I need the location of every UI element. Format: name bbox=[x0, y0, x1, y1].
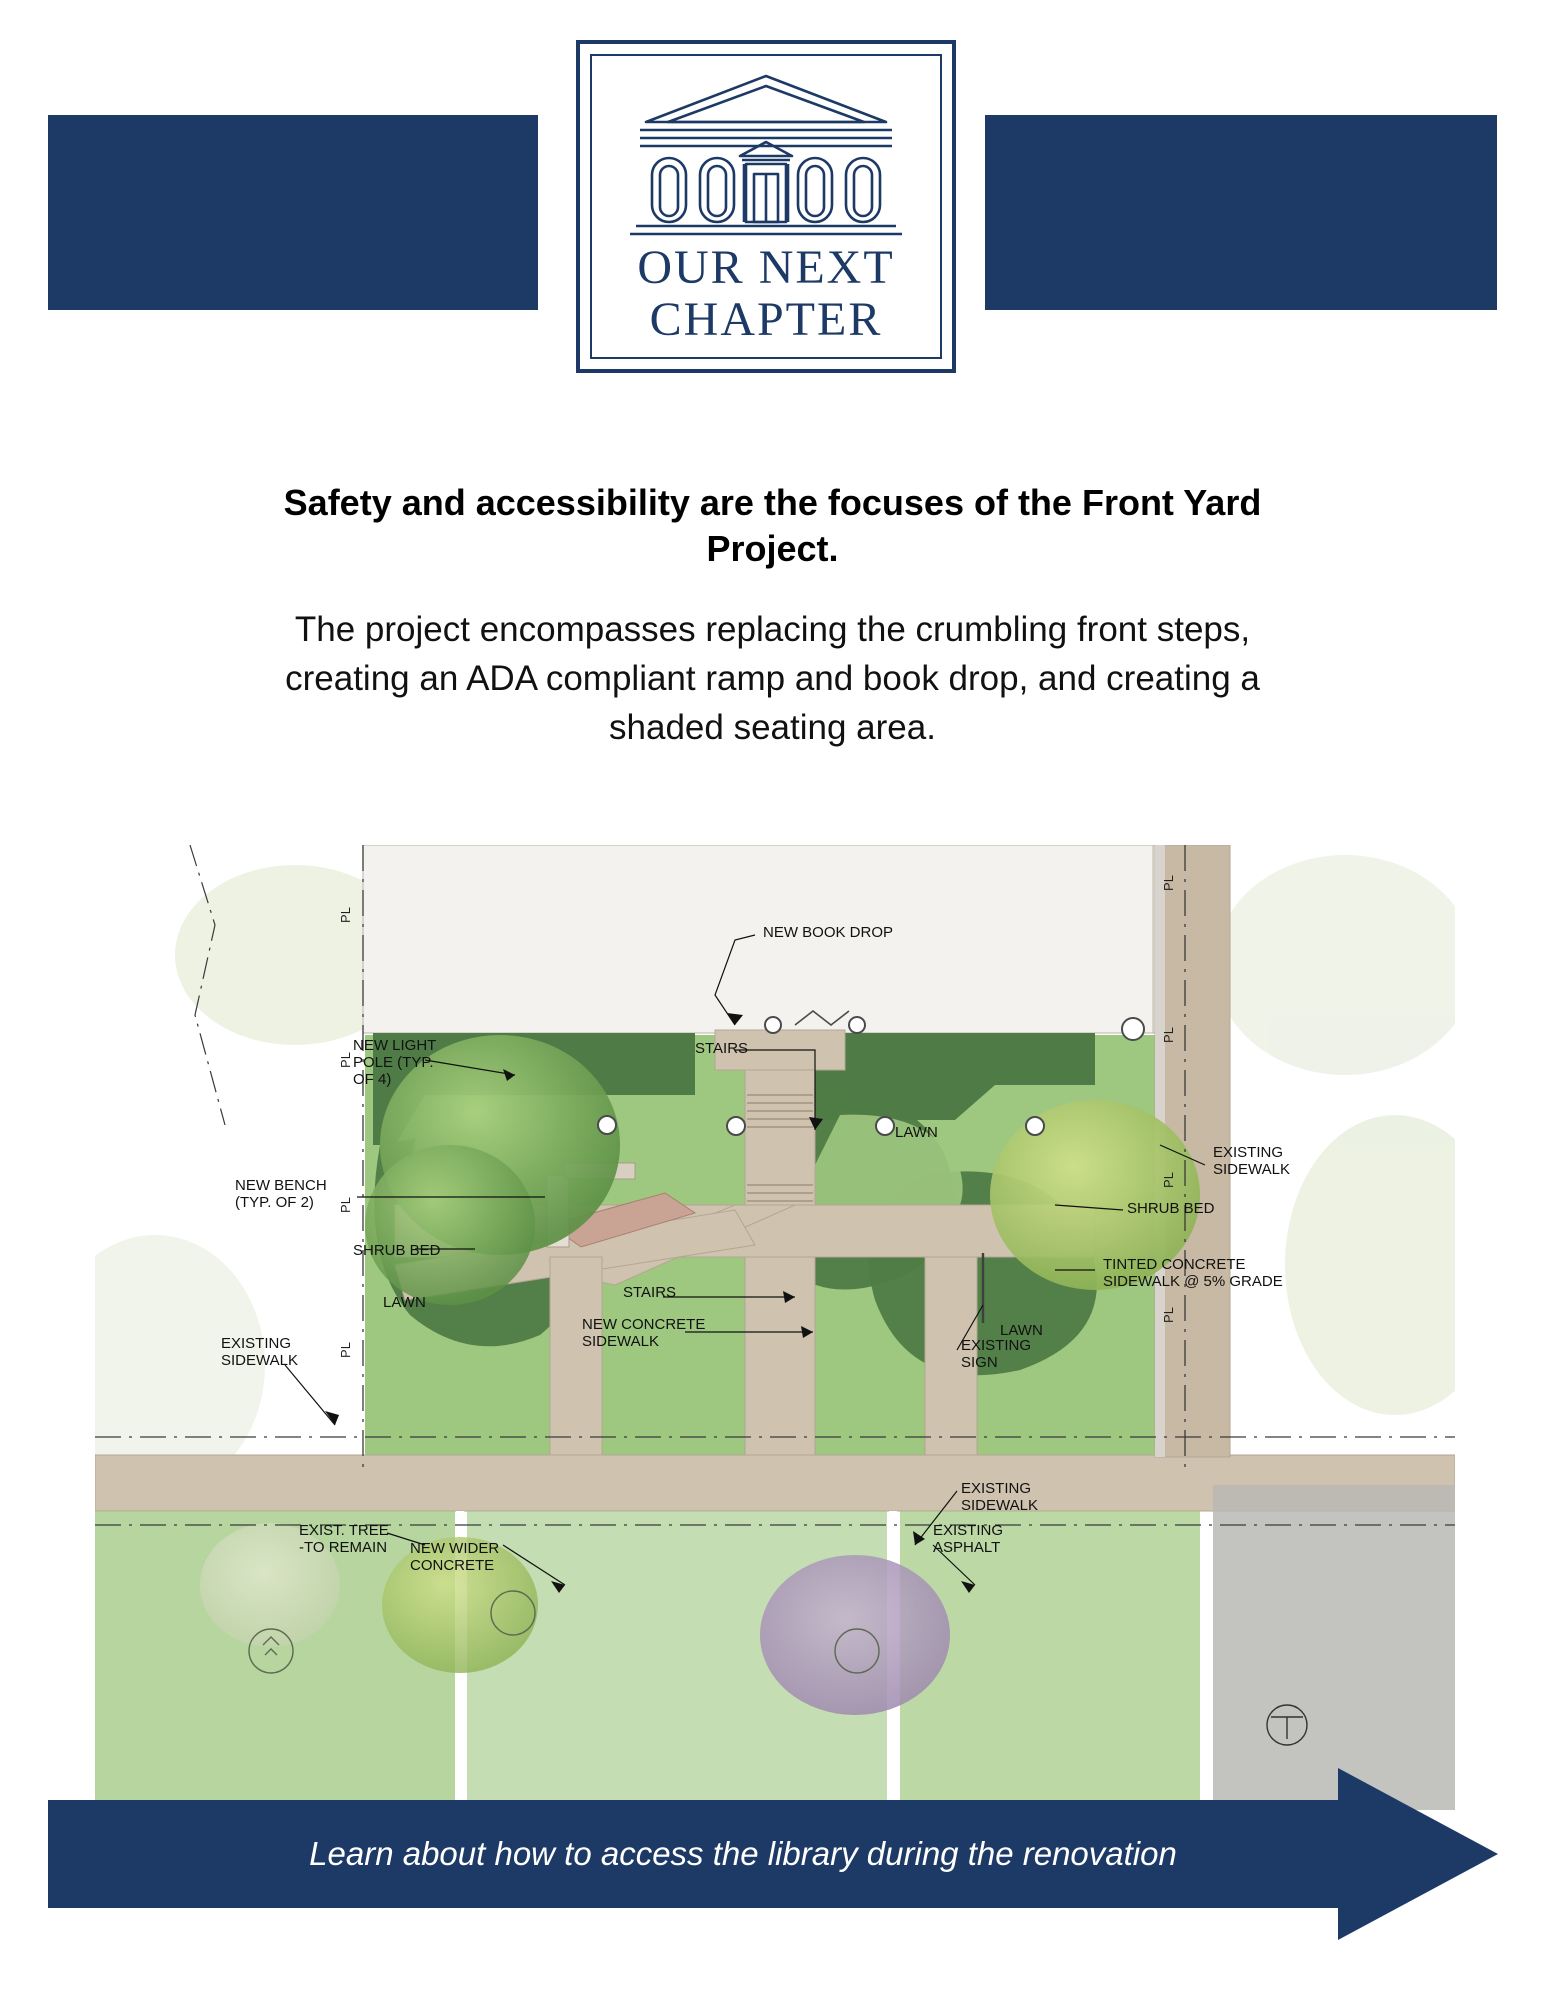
plan-label-shrub-bed-left: SHRUB BED bbox=[353, 1242, 441, 1259]
plan-label-shrub-bed-right: SHRUB BED bbox=[1127, 1200, 1215, 1217]
plan-label-new-concrete-sidewalk-l2: SIDEWALK bbox=[582, 1333, 659, 1350]
page-title: Safety and accessibility are the focuses of the Front Yard Project. bbox=[283, 482, 1262, 569]
plan-label-stairs-mid: STAIRS bbox=[623, 1284, 677, 1301]
property-line-marker: PL bbox=[338, 907, 353, 923]
plan-label-existing-sidewalk-right: EXISTING bbox=[1213, 1144, 1284, 1161]
library-building-icon bbox=[616, 70, 916, 240]
plan-label-tinted-concrete: TINTED CONCRETE bbox=[1103, 1256, 1246, 1273]
plan-label-new-concrete-sidewalk: NEW CONCRETE bbox=[582, 1316, 706, 1333]
plan-label-existing-sign: EXISTING bbox=[961, 1337, 1032, 1354]
plan-label-new-wider-concrete: NEW WIDER bbox=[410, 1540, 500, 1557]
property-line-marker: PL bbox=[1161, 1172, 1176, 1188]
logo-text bbox=[637, 242, 894, 346]
plan-label-new-bench-l2: (TYP. OF 2) bbox=[235, 1194, 314, 1211]
property-line-marker: PL bbox=[1161, 875, 1176, 891]
plan-label-existing-sidewalk-bottom: EXISTING bbox=[961, 1480, 1032, 1497]
banner-label: Learn about how to access the library during the renovation bbox=[309, 1835, 1177, 1872]
logo-line-1: OUR NEXT bbox=[637, 241, 895, 294]
logo-line-2: CHAPTER bbox=[649, 293, 883, 346]
property-line-marker: PL bbox=[338, 1052, 353, 1068]
plan-label-new-light-pole-l3: OF 4) bbox=[353, 1071, 392, 1088]
plan-label-exist-tree: EXIST. TREE bbox=[299, 1522, 389, 1539]
bottom-banner[interactable] bbox=[48, 1768, 1498, 1940]
plan-label-existing-sidewalk-left-l2: SIDEWALK bbox=[221, 1352, 298, 1369]
plan-label-new-wider-concrete-l2: CONCRETE bbox=[410, 1557, 495, 1574]
property-line-marker: PL bbox=[338, 1197, 353, 1213]
plan-label-new-book-drop: NEW BOOK DROP bbox=[763, 924, 894, 941]
site-plan-drawing bbox=[95, 845, 1455, 1810]
plan-label-lawn-lower-right: LAWN bbox=[1000, 1322, 1043, 1339]
property-line-marker: PL bbox=[1161, 1027, 1176, 1043]
property-line-marker: PL bbox=[338, 1342, 353, 1358]
plan-label-lawn-left: LAWN bbox=[383, 1294, 426, 1311]
plan-label-new-light-pole-l2: POLE (TYP. bbox=[353, 1054, 434, 1071]
property-line-marker: PL bbox=[1161, 1307, 1176, 1323]
page-description: The project encompasses replacing the crumbling front steps, creating an ADA compliant ramp and book drop, and creating a shaded seating area. bbox=[285, 610, 1260, 747]
plan-label-existing-sidewalk-left: EXISTING bbox=[221, 1335, 292, 1352]
plan-label-existing-sidewalk-right-l2: SIDEWALK bbox=[1213, 1161, 1290, 1178]
header-band-right bbox=[985, 115, 1497, 310]
plan-label-stairs-top: STAIRS bbox=[695, 1040, 749, 1057]
plan-label-new-light-pole: NEW LIGHT bbox=[353, 1037, 437, 1054]
plan-label-lawn-upper-right: LAWN bbox=[895, 1124, 938, 1141]
plan-label-new-bench: NEW BENCH bbox=[235, 1177, 327, 1194]
plan-label-existing-sign-l2: SIGN bbox=[961, 1354, 998, 1371]
plan-label-exist-tree-l2: -TO REMAIN bbox=[299, 1539, 388, 1556]
plan-label-existing-asphalt-l2: ASPHALT bbox=[933, 1539, 1001, 1556]
plan-label-existing-sidewalk-bottom-l2: SIDEWALK bbox=[961, 1497, 1038, 1514]
header bbox=[0, 0, 1545, 390]
header-band-left bbox=[48, 115, 538, 310]
plan-label-tinted-concrete-l2: SIDEWALK @ 5% GRADE bbox=[1103, 1273, 1283, 1290]
plan-label-existing-asphalt: EXISTING bbox=[933, 1522, 1004, 1539]
logo bbox=[576, 40, 956, 373]
